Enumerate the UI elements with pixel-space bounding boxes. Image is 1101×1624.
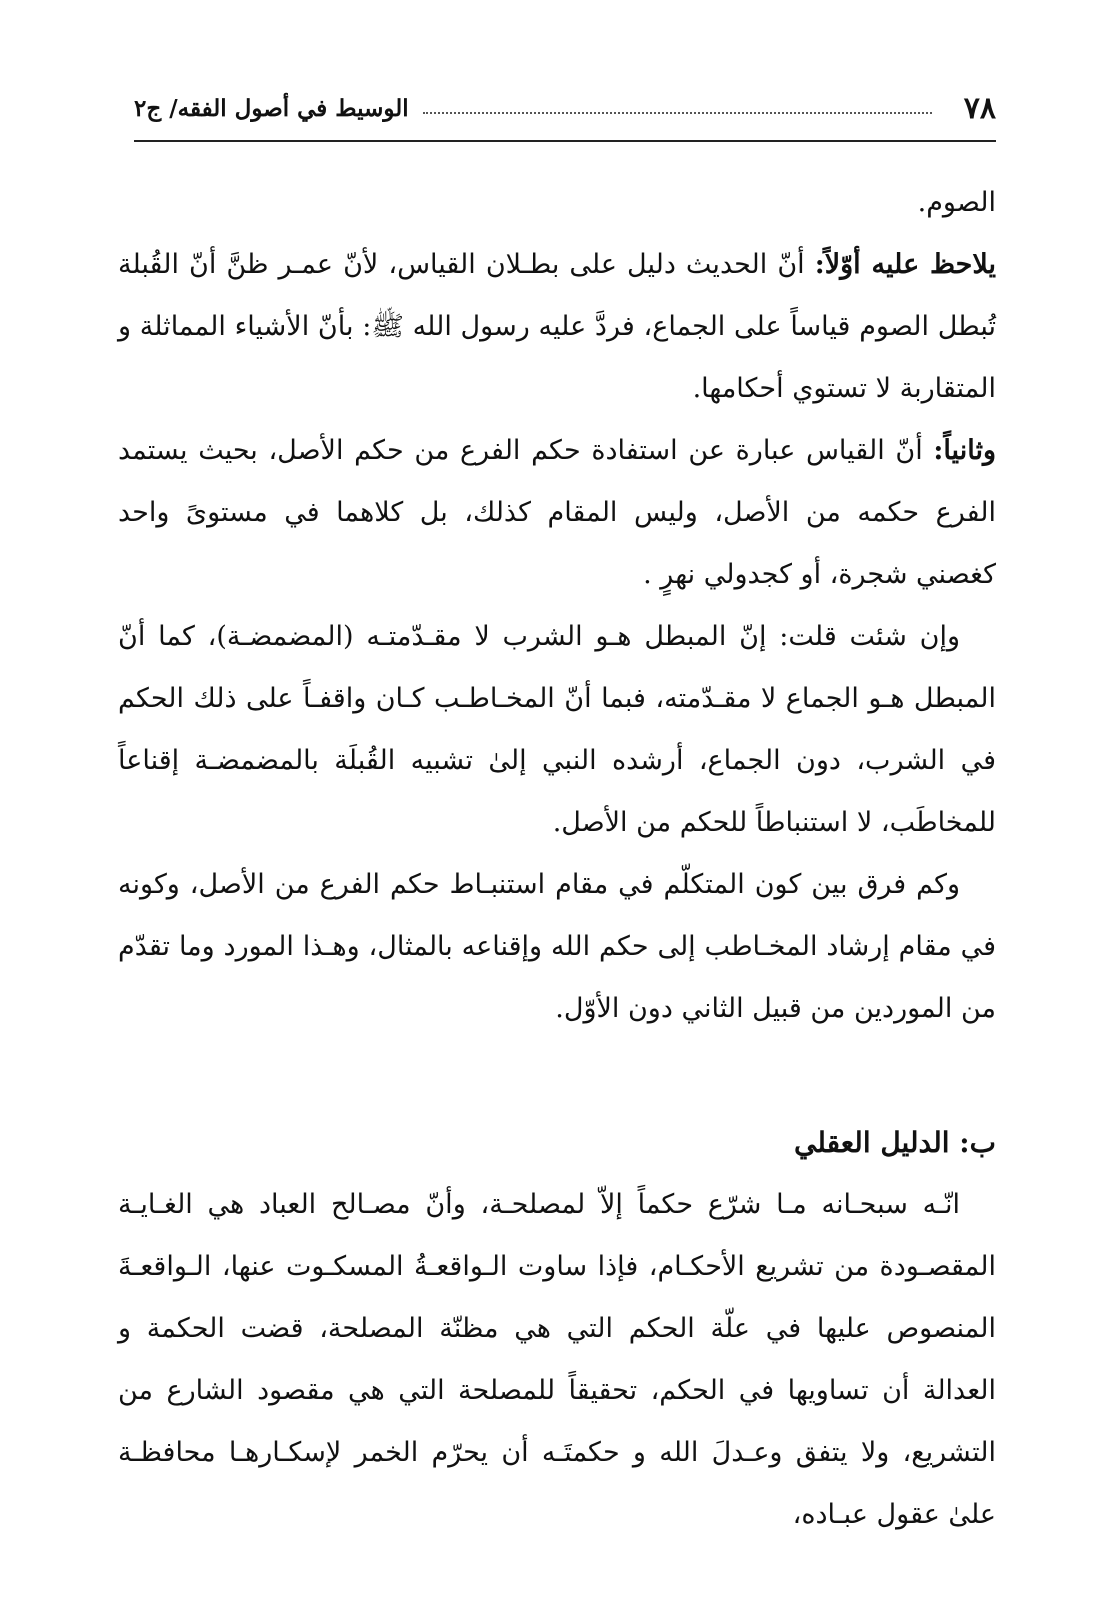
paragraph-2-lead: وثانياً: bbox=[933, 435, 996, 466]
page-number: ٧٨ bbox=[963, 90, 996, 126]
paragraph-4: وكم فرق بين كون المتكلّم في مقام استنبـاط حكم الفرع من الأصل، وكونه في مقام إرشاد المخـاطب إلى حكم الله وإقناعه بالمثال، وهـذا المورد وما تقدّم من الموردين من قبيل الثاني دون الأوّل. bbox=[118, 869, 996, 1024]
paragraph-1-text: أنّ الحديث دليل على بطـلان القياس، لأنّ عمـر ظنَّ أنّ القُبلة تُبطل الصوم قياساً على الجماع، فردَّ عليه رسول الله ﷺ: بأنّ الأشياء المماثلة و المتقاربة لا تستوي أحكامها. bbox=[118, 249, 996, 404]
header-rule bbox=[134, 140, 996, 142]
paragraph-1-lead: يلاحظ عليه أوّلاً: bbox=[814, 249, 997, 280]
paragraph-2 bbox=[118, 420, 996, 606]
book-title: الوسيط في أصول الفقه/ ج٢ bbox=[134, 94, 409, 122]
running-head bbox=[134, 86, 996, 130]
paragraph-5: انّـه سبحـانه مـا شرّع حكماً إلاّ لمصلحـة، وأنّ مصـالح العباد هي الغـايـة المقصـودة من تشريع الأحكـام، فإذا ساوت الـواقعـةُ المسكـوت عنها، الـواقعـةَ المنصوص عليها في علّة الحكم التي هي مظنّة المصلحة، قضت الحكمة و العدالة أن تساويها في الحكم، تحقيقاً للمصلحة التي هي مقصود الشارع من التشريع، ولا يتفق وعـدلَ الله و حكمتَـه أن يحرّم الخمر لإسكـارهـا محافظـة علىٰ عقول عبـاده، bbox=[118, 1189, 996, 1530]
section-heading: ب: الدليل العقلي bbox=[794, 1126, 996, 1159]
paragraph-2-text: أنّ القياس عبارة عن استفادة حكم الفرع من حكم الأصل، بحيث يستمد الفرع حكمه من الأصل، وليس المقام كذلك، بل كلاهما في مستوىً واحد كغصني شجرة، أو كجدولي نهرٍ . bbox=[118, 435, 996, 590]
paragraph-0: الصوم. bbox=[917, 187, 996, 218]
paragraph-3: وإن شئت قلت: إنّ المبطل هـو الشرب لا مقـدّمتـه (المضمضـة)، كما أنّ المبطل هـو الجماع لا مقـدّمته، فبما أنّ المخـاطـب كـان واقفـاً على ذلك الحكم في الشرب، دون الجماع، أرشده النبي إلىٰ تشبيه القُبلَة بالمضمضـة إقناعاً للمخاطَب، لا استنباطاً للحكم من الأصل. bbox=[118, 621, 996, 838]
dotted-leader bbox=[423, 102, 932, 114]
page-body bbox=[118, 172, 996, 1546]
paragraph-1 bbox=[118, 234, 996, 420]
